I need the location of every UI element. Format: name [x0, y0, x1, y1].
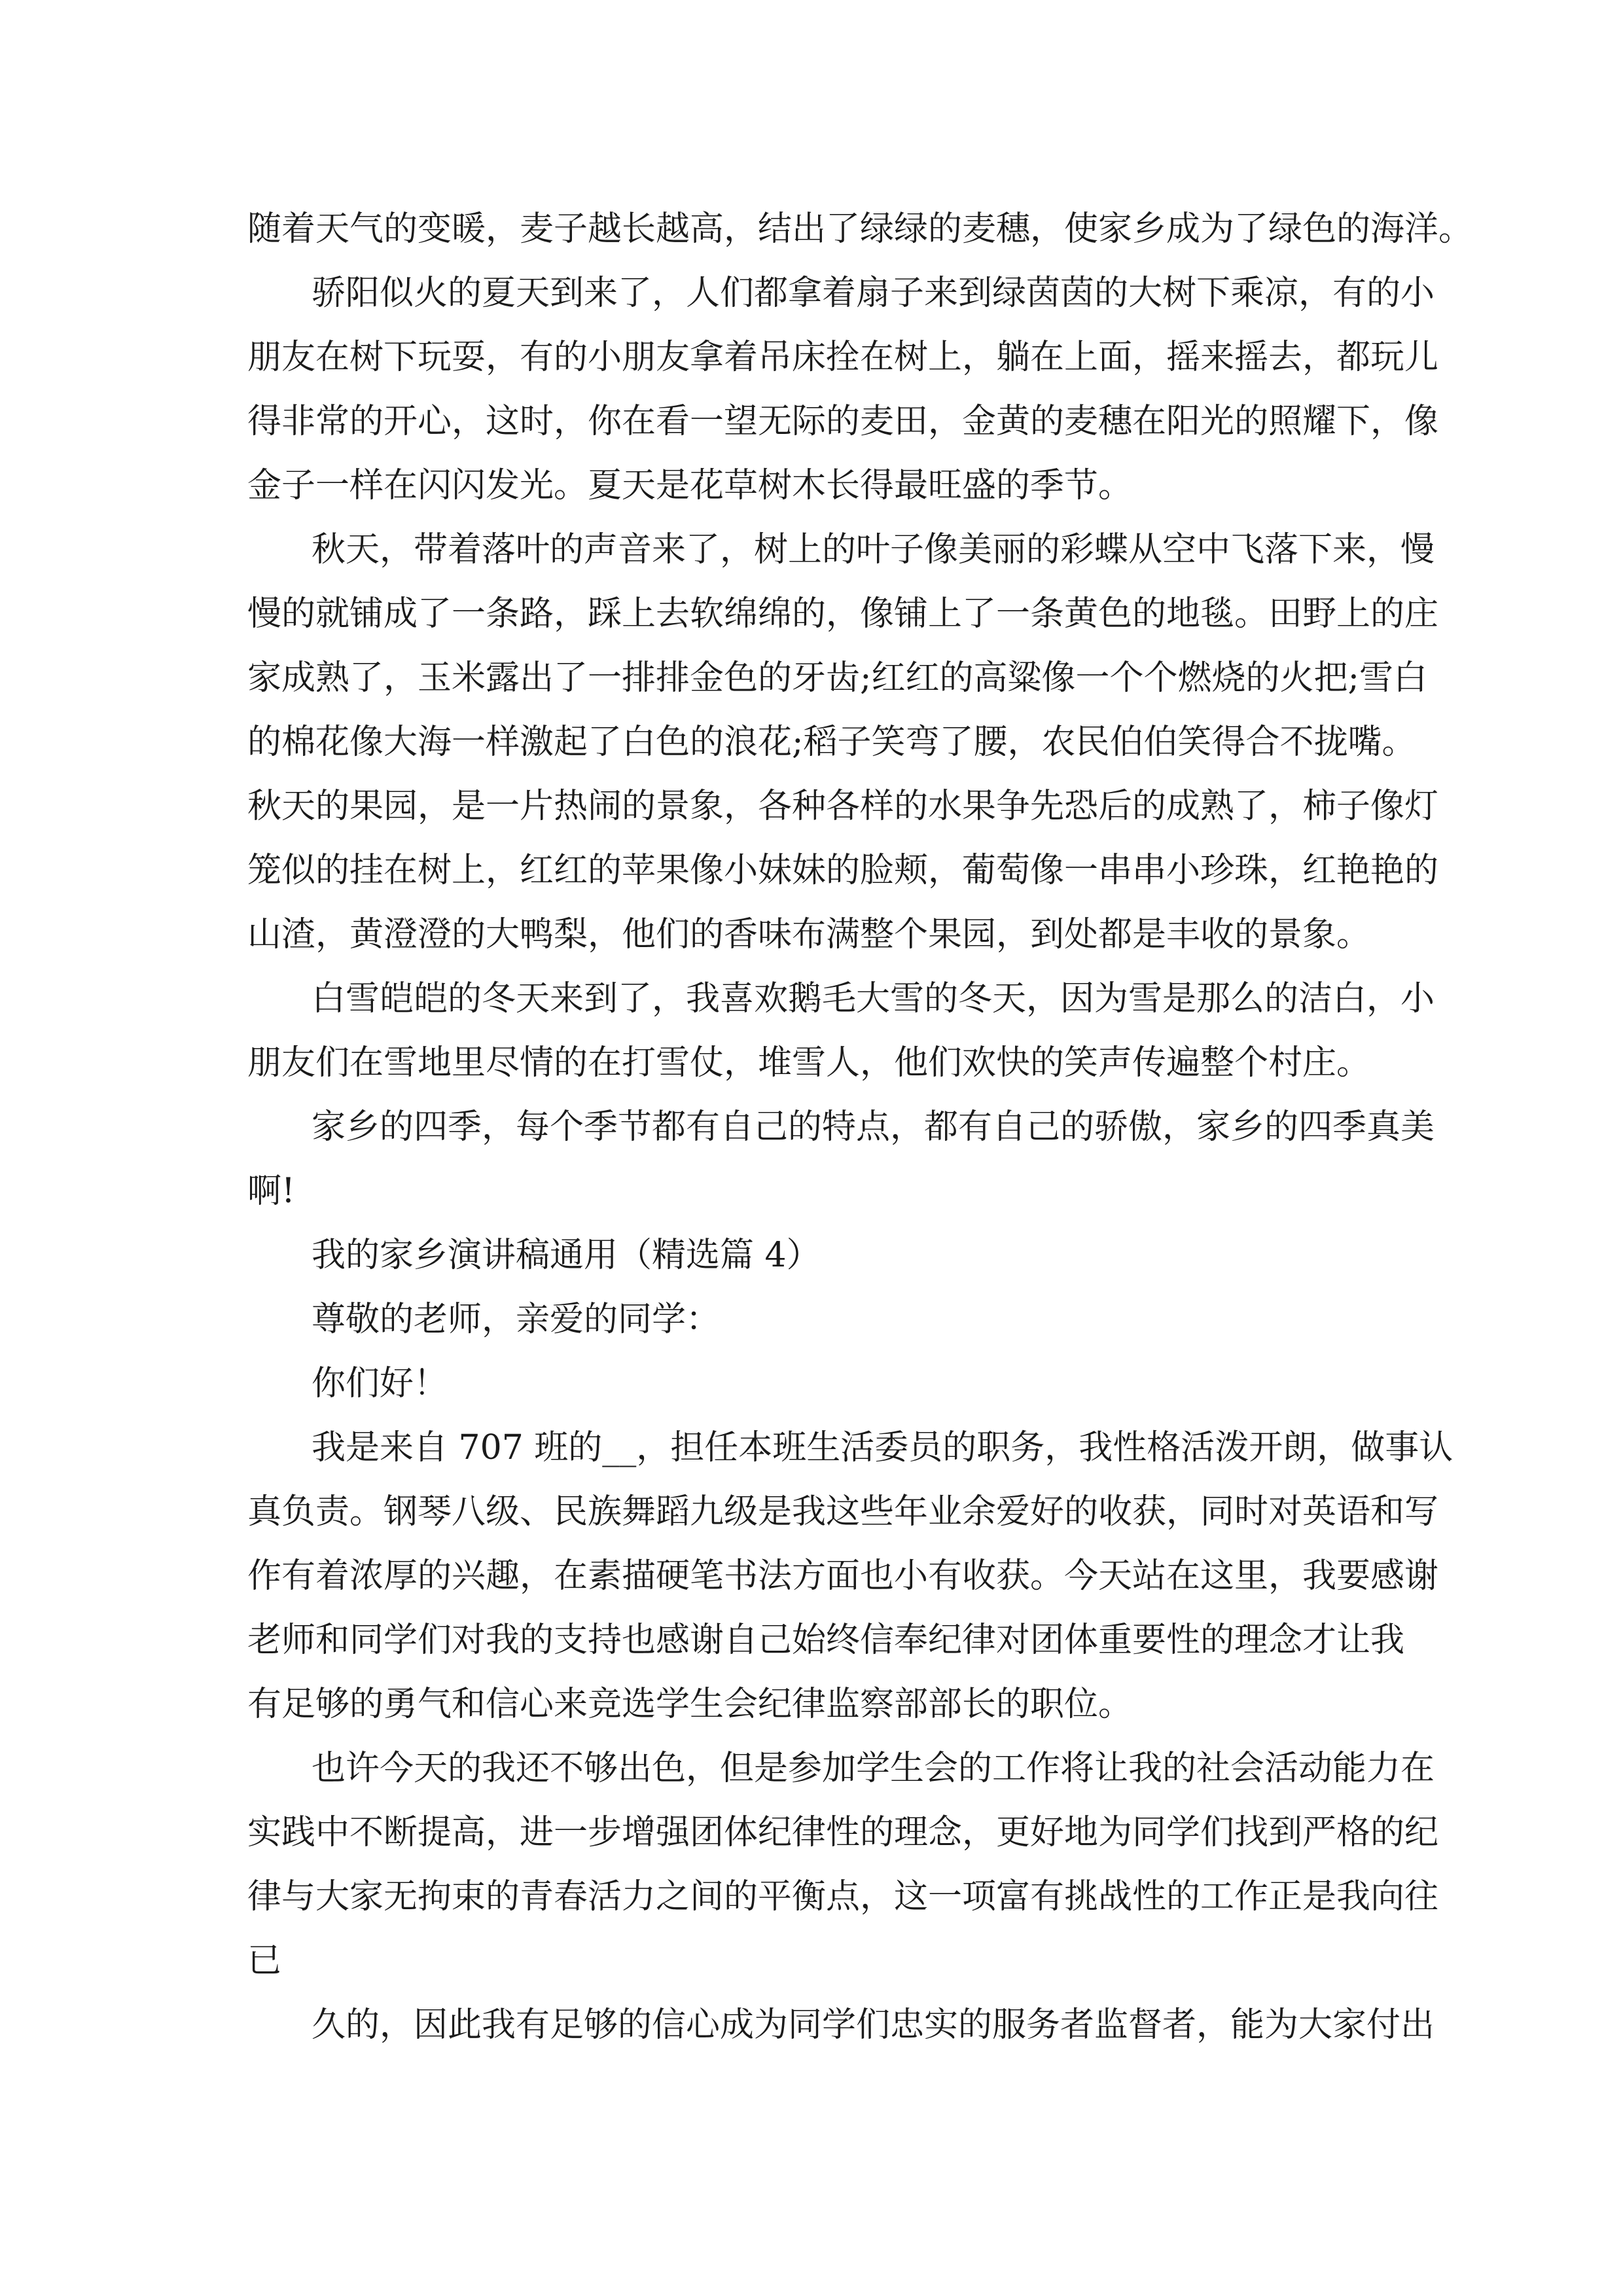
paragraph-line: 秋天的果园，是一片热闹的景象，各种各样的水果争先恐后的成熟了，柿子像灯 [247, 787, 1439, 826]
paragraph-line: 慢的就铺成了一条路，踩上去软绵绵的，像铺上了一条黄色的地毯。田野上的庄 [247, 594, 1439, 634]
paragraph-line: 家乡的四季，每个季节都有自己的特点，都有自己的骄傲，家乡的四季真美 [312, 1107, 1435, 1147]
paragraph-line: 白雪皑皑的冬天来到了，我喜欢鹅毛大雪的冬天，因为雪是那么的洁白，小 [312, 979, 1435, 1018]
paragraph-line: 真负责。钢琴八级、民族舞蹈九级是我这些年业余爱好的收获，同时对英语和写 [247, 1492, 1439, 1532]
paragraph-line: 我是来自 707 班的__，担任本班生活委员的职务，我性格活泼开朗，做事认 [312, 1428, 1454, 1467]
paragraph-line: 骄阳似火的夏天到来了，人们都拿着扇子来到绿茵茵的大树下乘凉，有的小 [312, 274, 1435, 313]
paragraph-line: 得非常的开心，这时，你在看一望无际的麦田，金黄的麦穗在阳光的照耀下，像 [247, 402, 1439, 441]
salutation: 尊敬的老师，亲爱的同学： [312, 1300, 721, 1339]
paragraph-line: 啊! [247, 1172, 295, 1211]
paragraph-line: 随着天气的变暖，麦子越长越高，结出了绿绿的麦穗，使家乡成为了绿色的海洋。 [247, 209, 1473, 249]
paragraph-line: 朋友在树下玩耍，有的小朋友拿着吊床拴在树上，躺在上面，摇来摇去，都玩儿 [247, 338, 1439, 377]
paragraph-line: 有足够的勇气和信心来竞选学生会纪律监察部部长的职位。 [247, 1685, 1133, 1724]
section-heading: 我的家乡演讲稿通用（精选篇 4） [312, 1236, 821, 1275]
paragraph-line: 作有着浓厚的兴趣，在素描硬笔书法方面也小有收获。今天站在这里，我要感谢 [247, 1556, 1439, 1596]
paragraph-line: 也许今天的我还不够出色，但是参加学生会的工作将让我的社会活动能力在 [312, 1749, 1435, 1788]
paragraph-line: 朋友们在雪地里尽情的在打雪仗，堆雪人，他们欢快的笑声传遍整个村庄。 [247, 1043, 1371, 1083]
paragraph-line: 律与大家无拘束的青春活力之间的平衡点，这一项富有挑战性的工作正是我向往 [247, 1877, 1439, 1916]
paragraph-line: 的棉花像大海一样激起了白色的浪花;稻子笑弯了腰，农民伯伯笑得合不拢嘴。 [247, 723, 1416, 762]
paragraph-line: 已 [247, 1941, 282, 1981]
paragraph-line: 山渣，黄澄澄的大鸭梨，他们的香味布满整个果园，到处都是丰收的景象。 [247, 915, 1371, 954]
paragraph-line: 家成熟了，玉米露出了一排排金色的牙齿;红红的高粱像一个个燃烧的火把;雪白 [247, 658, 1428, 698]
paragraph-line: 久的，因此我有足够的信心成为同学们忠实的服务者监督者，能为大家付出 [312, 2005, 1435, 2045]
paragraph-line: 实践中不断提高，进一步增强团体纪律性的理念，更好地为同学们找到严格的纪 [247, 1813, 1439, 1852]
paragraph-line: 老师和同学们对我的支持也感谢自己始终信奉纪律对团体重要性的理念才让我 [247, 1621, 1405, 1660]
paragraph-line: 笼似的挂在树上，红红的苹果像小妹妹的脸颊，葡萄像一串串小珍珠，红艳艳的 [247, 851, 1439, 890]
paragraph-line: 金子一样在闪闪发光。夏天是花草树木长得最旺盛的季节。 [247, 466, 1133, 505]
greeting: 你们好！ [312, 1364, 448, 1403]
paragraph-line: 秋天，带着落叶的声音来了，树上的叶子像美丽的彩蝶从空中飞落下来，慢 [312, 530, 1435, 569]
